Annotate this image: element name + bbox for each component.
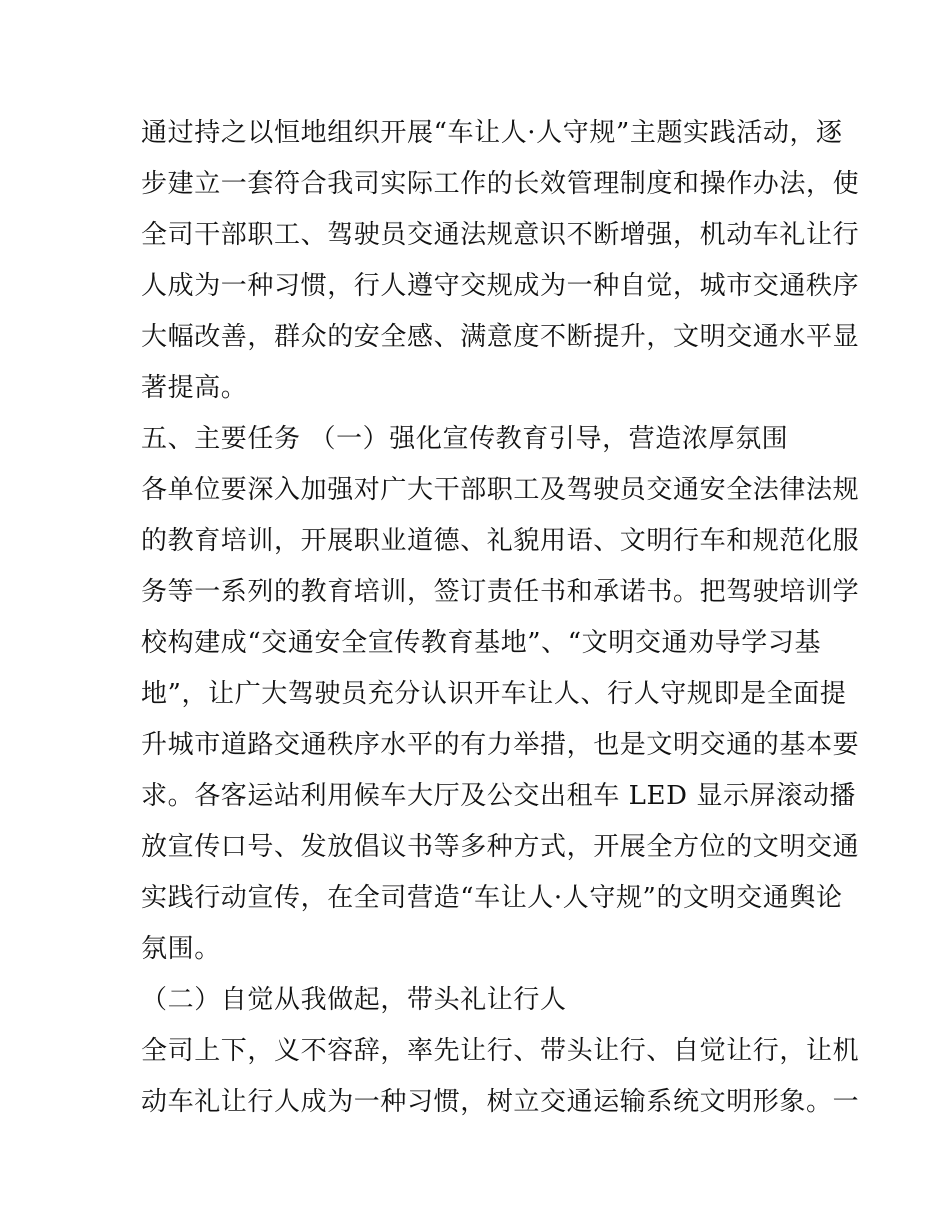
- text-line: 步建立一套符合我司实际工作的长效管理制度和操作办法，使: [141, 169, 860, 199]
- text-line: 校构建成“交通安全宣传教育基地”、“文明交通劝导学习基: [141, 628, 822, 658]
- document-body: [141, 108, 860, 1128]
- text-line: 地”，让广大驾驶员充分认识开车让人、行人守规即是全面提: [141, 679, 847, 709]
- text-line: 全司干部职工、驾驶员交通法规意识不断增强，机动车礼让行: [141, 220, 860, 250]
- text-line: 氛围。: [141, 934, 221, 964]
- text-line: 实践行动宣传，在全司营造“车让人·人守规”的文明交通舆论: [141, 883, 843, 913]
- text-line: 著提高。: [141, 373, 248, 403]
- section-heading: （二）自觉从我做起，带头礼让行人: [141, 985, 567, 1015]
- text-line: 通过持之以恒地组织开展“车让人·人守规”主题实践活动，逐: [141, 118, 843, 148]
- text-line: 全司上下，义不容辞，率先让行、带头让行、自觉让行，让机: [141, 1036, 860, 1066]
- text-line: 求。各客运站利用候车大厅及公交出租车 LED 显示屏滚动播: [141, 781, 857, 811]
- text-line: 务等一系列的教育培训，签订责任书和承诺书。把驾驶培训学: [141, 577, 860, 607]
- text-line: 放宣传口号、发放倡议书等多种方式，开展全方位的文明交通: [141, 832, 860, 862]
- text-line: 的教育培训，开展职业道德、礼貌用语、文明行车和规范化服: [141, 526, 860, 556]
- text-line: 人成为一种习惯，行人遵守交规成为一种自觉，城市交通秩序: [141, 271, 860, 301]
- text-line: 各单位要深入加强对广大干部职工及驾驶员交通安全法律法规: [141, 475, 860, 505]
- text-line: 动车礼让行人成为一种习惯，树立交通运输系统文明形象。一: [141, 1087, 860, 1117]
- text-line: 升城市道路交通秩序水平的有力举措，也是文明交通的基本要: [141, 730, 860, 760]
- section-heading: 五、主要任务 （一）强化宣传教育引导，营造浓厚氛围: [141, 424, 789, 454]
- text-line: 大幅改善，群众的安全感、满意度不断提升，文明交通水平显: [141, 322, 860, 352]
